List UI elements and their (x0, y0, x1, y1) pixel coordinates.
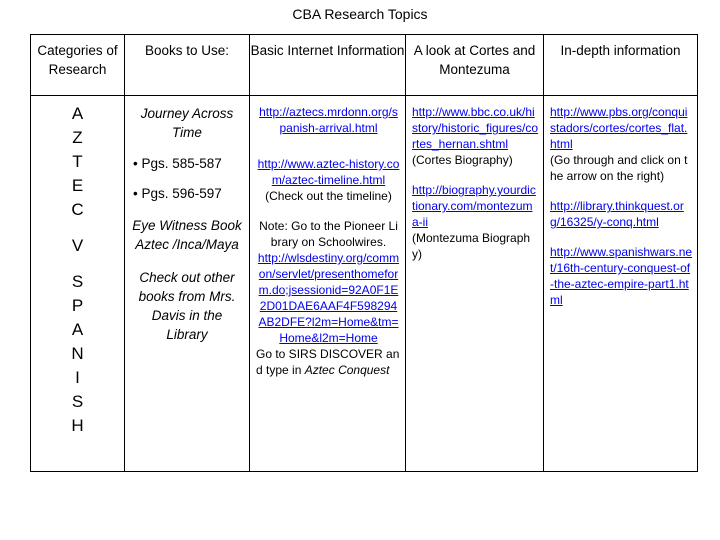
category-letter: Z (72, 128, 83, 147)
link-aztec-history-timeline[interactable]: http://www.aztec-history.com/aztec-timeline.html (257, 157, 400, 187)
category-letter: V (71, 236, 84, 255)
book-pages-2: • Pgs. 596-597 (133, 186, 222, 201)
basic-internet-cell (250, 96, 406, 472)
book-eye-witness: Eye Witness Book Aztec /Inca/Maya (132, 218, 242, 252)
note-go-through: (Go through and click on the arrow on the right) (550, 153, 688, 183)
category-letter: A (71, 104, 84, 123)
header-categories: Categories of Research (31, 35, 125, 96)
link-pbs-conquistadors[interactable]: http://www.pbs.org/conquistadors/cortes/cortes_flat.html (550, 105, 688, 151)
header-cortes-montezuma: A look at Cortes and Montezuma (406, 35, 544, 96)
category-letter: I (75, 368, 80, 387)
link-montezuma-biography[interactable]: http://biography.yourdictionary.com/montezuma-ii (412, 183, 536, 229)
book-check-library: Check out other books from Mrs. Davis in the Library (138, 270, 236, 342)
category-letter: A (71, 320, 84, 339)
research-table (30, 34, 698, 472)
note-montezuma-biography: (Montezuma Biography) (412, 231, 531, 261)
header-row (31, 35, 698, 96)
header-in-depth: In-depth information (544, 35, 698, 96)
note-cortes-biography: (Cortes Biography) (412, 153, 513, 167)
category-letter: N (71, 344, 84, 363)
book-pages-1: • Pgs. 585-587 (133, 156, 222, 171)
content-row (31, 96, 698, 472)
book-journey-across-time: Journey Across Time (140, 106, 234, 140)
category-letter: S (71, 392, 84, 411)
books-cell (125, 96, 250, 472)
note-timeline: (Check out the timeline) (265, 189, 392, 203)
cortes-montezuma-cell (406, 96, 544, 472)
category-letter: C (71, 200, 84, 219)
category-letter: E (71, 176, 84, 195)
category-letter: T (72, 152, 83, 171)
link-aztecs-mrdonn[interactable]: http://aztecs.mrdonn.org/spanish-arrival.html (259, 105, 398, 135)
category-letter: H (71, 416, 84, 435)
category-cell (31, 96, 125, 472)
link-wlsdestiny[interactable]: http://wlsdestiny.org/common/servlet/presenthomeform.do;jsessionid=92A0F1E2D01DAE6AAF4F598294AB2DFE?l2m=Home&tm=Home&l2m=Home (257, 251, 400, 345)
link-thinkquest[interactable]: http://library.thinkquest.org/16325/y-conq.html (550, 199, 684, 229)
note-pioneer-library: Note: Go to the Pioneer Library on Schoolwires. (259, 219, 398, 249)
category-letter: S (71, 272, 84, 291)
page-title: CBA Research Topics (292, 6, 428, 22)
header-books: Books to Use: (125, 35, 250, 96)
link-spanishwars[interactable]: http://www.spanishwars.net/16th-century-conquest-of-the-aztec-empire-part1.html (550, 245, 693, 307)
category-letter: P (71, 296, 84, 315)
in-depth-cell (544, 96, 698, 472)
note-sirs-discover: Go to SIRS DISCOVER and type in Aztec Conquest (256, 347, 400, 377)
header-basic-internet: Basic Internet Information (250, 35, 406, 96)
link-bbc-cortes[interactable]: http://www.bbc.co.uk/history/historic_figures/cortes_hernan.shtml (412, 105, 539, 151)
